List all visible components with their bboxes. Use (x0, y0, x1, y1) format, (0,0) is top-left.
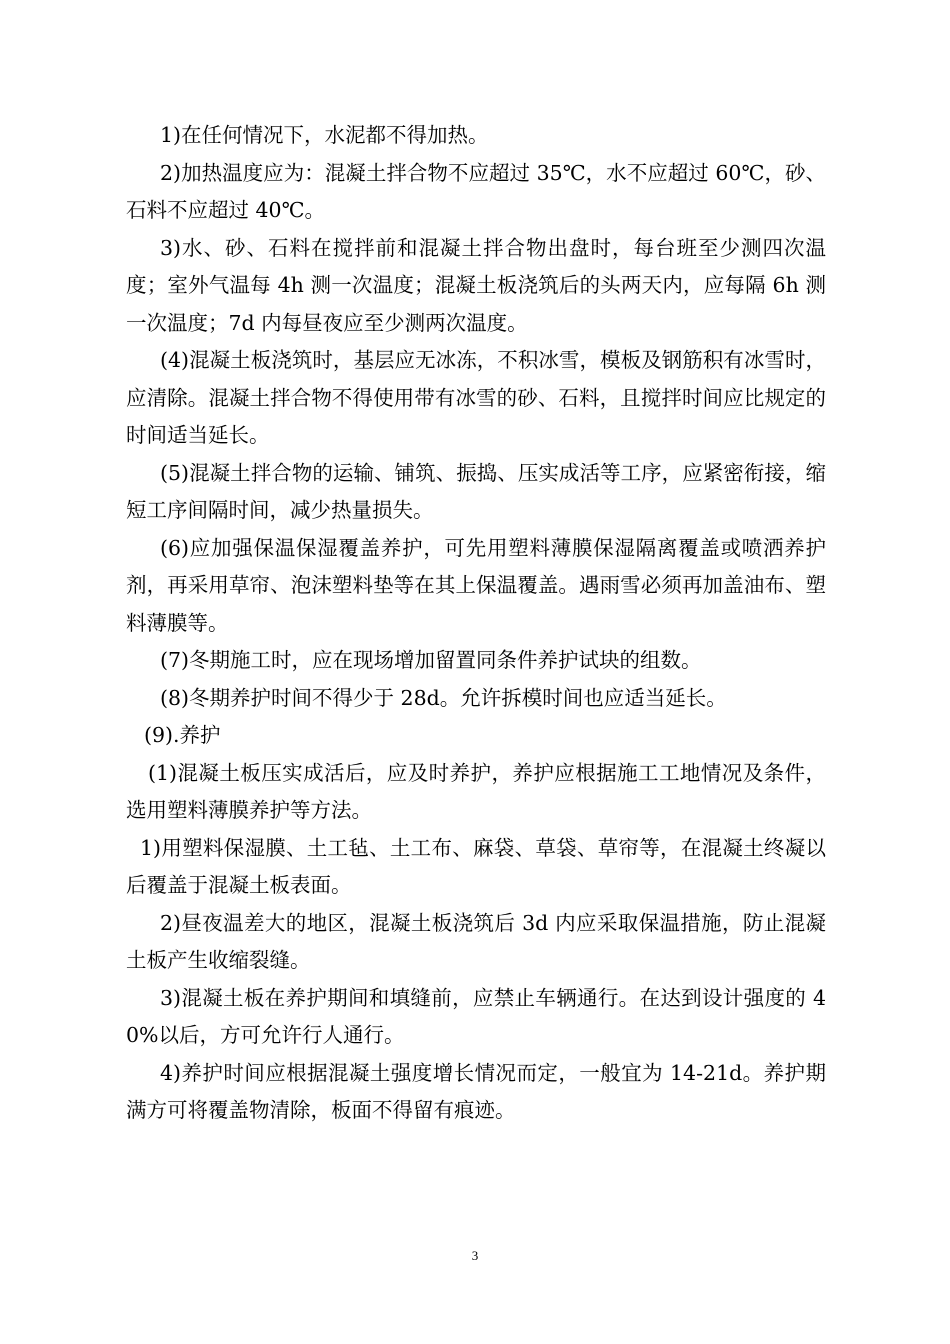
paragraph-12: 3)混凝土板在养护期间和填缝前，应禁止车辆通行。在达到设计强度的 40%以后，方可允许行人通行。 (126, 985, 826, 1047)
page-number: 3 (471, 1248, 479, 1263)
paragraph-13: 4)养护时间应根据混凝土强度增长情况而定，一般宜为 14-21d。养护期满方可将覆盖物清除，板面不得留有痕迹。 (126, 1060, 826, 1122)
paragraph-8: (8)冬期养护时间不得少于 28d。允许拆模时间也应适当延长。 (160, 685, 727, 710)
paragraph-5: (5)混凝土拌合物的运输、铺筑、振捣、压实成活等工序，应紧密衔接，缩短工序间隔时间，减少热量损失。 (126, 460, 826, 522)
paragraph-9: (1)混凝土板压实成活后，应及时养护，养护应根据施工工地情况及条件，选用塑料薄膜养护等方法。 (126, 760, 826, 822)
paragraph-1: 1)在任何情况下，水泥都不得加热。 (160, 123, 489, 147)
paragraph-6: (6)应加强保温保湿覆盖养护，可先用塑料薄膜保湿隔离覆盖或喷洒养护剂，再采用草帘、泡沫塑料垫等在其上保温覆盖。遇雨雪必须再加盖油布、塑料薄膜等。 (126, 535, 826, 635)
paragraph-10: 1)用塑料保湿膜、土工毡、土工布、麻袋、草袋、草帘等，在混凝土终凝以后覆盖于混凝土板表面。 (126, 835, 826, 897)
paragraph-2: 2)加热温度应为：混凝土拌合物不应超过 35℃，水不应超过 60℃，砂、石料不应超过 40℃。 (126, 160, 826, 222)
paragraph-4: (4)混凝土板浇筑时，基层应无冰冻，不积冰雪，模板及钢筋积有冰雪时，应清除。混凝土拌合物不得使用带有冰雪的砂、石料，且搅拌时间应比规定的时间适当延长。 (126, 348, 826, 447)
paragraph-11: 2)昼夜温差大的地区，混凝土板浇筑后 3d 内应采取保温措施，防止混凝土板产生收缩裂缝。 (126, 910, 826, 972)
document-body (126, 117, 826, 1130)
paragraph-7: (7)冬期施工时，应在现场增加留置同条件养护试块的组数。 (160, 648, 702, 672)
paragraph-3: 3)水、砂、石料在搅拌前和混凝土拌合物出盘时，每台班至少测四次温度；室外气温每 4h 测一次温度；混凝土板浇筑后的头两天内，应每隔 6h 测一次温度；7d 内每昼夜应至少测两次温度。 (126, 235, 826, 335)
section-heading-curing: (9).养护 (144, 723, 221, 747)
